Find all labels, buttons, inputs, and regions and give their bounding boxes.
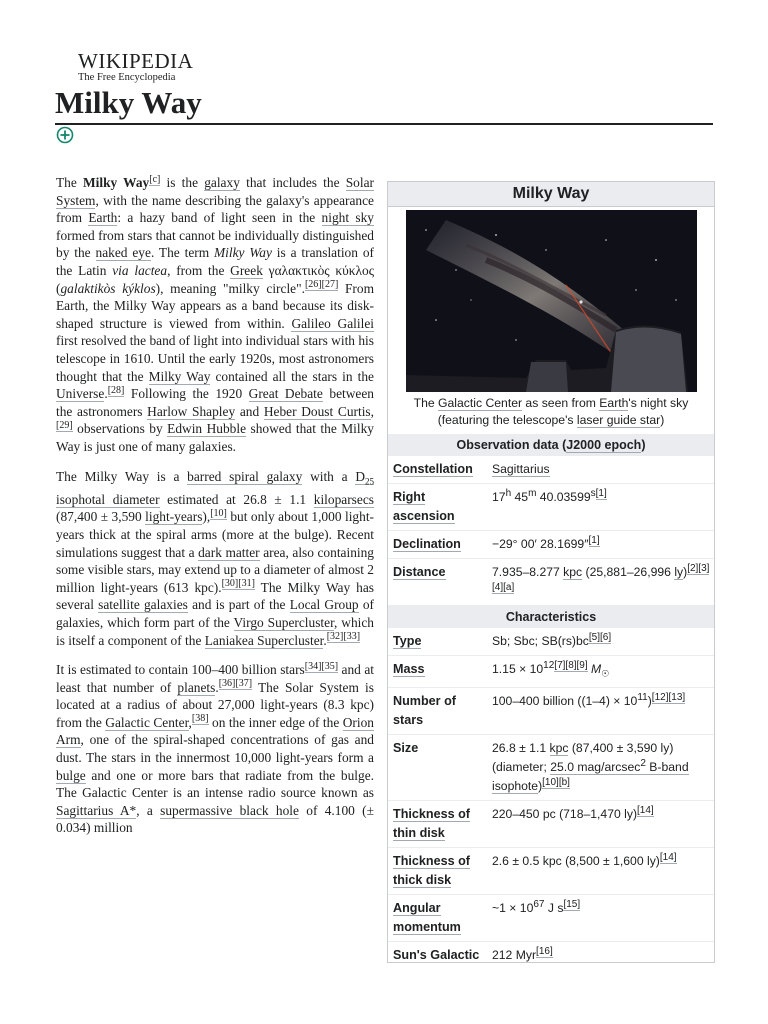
link-universe[interactable]: Universe (56, 386, 105, 402)
link-kpc[interactable]: kpc (549, 741, 569, 756)
citation[interactable]: [32] (326, 631, 344, 643)
label-thin-disk[interactable]: Thickness of thin disk (393, 807, 470, 841)
row-constellation (388, 456, 714, 484)
link-mag-arcsec[interactable]: 25.0 mag/arcsec$^2$ B-band isophote (492, 758, 689, 794)
link-naked-eye[interactable]: naked eye (95, 245, 151, 261)
link-smbh[interactable]: supermassive black hole (160, 802, 299, 818)
citation[interactable]: [37] (235, 678, 253, 690)
link-night-sky[interactable]: night sky (321, 210, 374, 226)
label-thick-disk[interactable]: Thickness of thick disk (393, 854, 470, 888)
link-laser-guide-star[interactable]: laser guide star (576, 413, 661, 427)
citation[interactable]: [14] (659, 852, 677, 864)
citation[interactable]: [10] (210, 507, 227, 519)
citation[interactable]: [2][3][4][a] (492, 562, 710, 593)
link-curtis[interactable]: Heber Doust Curtis (263, 403, 371, 419)
row-size: Size 26.8 ± 1.1 kpc (87,400 ± 3,590 ly) (diameter; 25.0 mag/arcsec$^2$ B-band isophote)[10][b] (388, 735, 714, 801)
row-sun-galactic: Sun's Galactic 212 Myr[16] (388, 942, 714, 963)
link-sagittarius[interactable]: Sagittarius (492, 462, 550, 476)
link-galileo[interactable]: Galileo Galilei (291, 315, 374, 331)
galactic-center-photo[interactable] (406, 210, 697, 392)
citation[interactable]: [29] (56, 419, 73, 431)
link-milky-way[interactable]: Milky Way (148, 368, 211, 384)
paragraph-1: The Milky Way[c] is the galaxy that includes the Solar System, with the name describing the galaxy's appearance from Earth: a hazy band of light seen in the night sky formed from stars that cannot be individually distinguished by the naked eye. The term Milky Way is a translation of the Latin via lactea, from the Greek γαλακτικὸς κύκλος (galaktikòs kýklos), meaning "milky circle".[26][27] From Earth, the Milky Way appears as a band because its disk-shaped structure is viewed from within. Galileo Galilei first resolved the band of light into individual stars with his telescope in 1610. Until the early 1920s, most astronomers thought that the Milky Way contained all the stars in the Universe.[28] Following the 1920 Great Debate between the astronomers Harlow Shapley and Heber Doust Curtis,[29] observations by Edwin Hubble showed that the Milky Way is just one of many galaxies. (56, 173, 375, 454)
row-right-ascension: Right ascension 17$^h$ 45$^m$ 40.03599$^{s[1]}$ (388, 484, 714, 531)
title-divider (55, 123, 713, 125)
link-orion-arm[interactable]: Orion Arm (56, 714, 374, 748)
link-earth[interactable]: Earth (599, 396, 629, 410)
label-size: Size (393, 741, 419, 756)
image-caption: The Galactic Center as seen from Earth's night sky (featuring the telescope's laser guide star) (413, 396, 689, 427)
section-characteristics: Characteristics (388, 606, 714, 628)
milky-way-image (406, 210, 697, 392)
row-angular-momentum: Angular momentum ~1 × $10^{67}$ J s[15] (388, 895, 714, 942)
link-ly[interactable]: ly (674, 565, 684, 579)
citation[interactable]: [34] (304, 660, 322, 672)
citation[interactable]: [7][8][9] (554, 659, 588, 671)
link-laniakea[interactable]: Laniakea Supercluster (204, 632, 324, 648)
paragraph-3: It is estimated to contain 100–400 billion stars[34][35] and at least that number of planets.[36][37] The Solar System is located at a radius of about 27,000 light-years (8.3 kpc) from the Galactic Center,[38] on the inner edge of the Orion Arm, one of the spiral-shaped concentrations of gas and dust. The stars in the innermost 10,000 light-years form a bulge and one or more bars that radiate from the bulge. The Galactic Center is an intense radio source known as Sagittarius A*, a supermassive black hole of 4.100 (± 0.034) million (56, 660, 374, 836)
logo-wordmark: WIKIPEDIA (78, 49, 194, 73)
label-number-of-stars: Number of stars (393, 694, 456, 728)
row-number-of-stars: Number of stars 100–400 billion $((1-4) \times 10^{11})[12][13]$ (388, 688, 714, 735)
label-declination[interactable]: Declination (393, 537, 461, 551)
link-dark-matter[interactable]: dark matter (198, 544, 260, 560)
link-shapley[interactable]: Harlow Shapley (147, 403, 236, 419)
label-sun-galactic[interactable]: Sun's Galactic (393, 948, 480, 963)
link-kpc[interactable]: kpc (563, 565, 583, 579)
citation[interactable]: [35] (321, 660, 339, 672)
label-right-ascension[interactable]: Right ascension (393, 490, 455, 523)
row-type: Type Sb; Sbc; SB(rs)bc[5][6] (388, 628, 714, 656)
link-virgo[interactable]: Virgo Supercluster (233, 614, 335, 630)
citation[interactable]: [15] (563, 899, 581, 911)
citation[interactable]: [16] (536, 946, 553, 958)
label-constellation[interactable]: Constellation (393, 462, 473, 476)
row-distance: Distance 7.935–8.277 kpc (25,881–26,996 ly)[2][3][4][a] (388, 559, 714, 606)
citation[interactable]: [36] (218, 678, 236, 690)
label-mass[interactable]: Mass (393, 662, 425, 676)
link-galaxy[interactable]: galaxy (204, 175, 240, 190)
page-title: Milky Way (55, 85, 202, 120)
citation[interactable]: [28] (107, 384, 125, 396)
link-galactic-center[interactable]: Galactic Center (438, 396, 523, 410)
link-kiloparsecs[interactable]: kiloparsecs (313, 491, 374, 507)
infobox (387, 181, 715, 963)
link-bulge[interactable]: bulge (56, 767, 86, 783)
link-j2000[interactable]: J2000 epoch (566, 438, 642, 452)
link-light-years[interactable]: light-years (145, 509, 203, 525)
logo-tagline: The Free Encyclopedia (78, 72, 176, 83)
link-planets[interactable]: planets (177, 679, 216, 695)
citation[interactable]: [c] (149, 173, 161, 185)
link-earth[interactable]: Earth (88, 210, 118, 226)
article-body (56, 174, 374, 849)
link-greek[interactable]: Greek (230, 262, 263, 278)
citation[interactable]: [1] (588, 534, 600, 546)
label-angular-momentum[interactable]: Angular momentum (393, 901, 461, 935)
citation[interactable]: [12][13] (651, 692, 686, 704)
row-declination: Declination −29° 00′ 28.1699″[1] (388, 531, 714, 559)
citation[interactable]: [1] (595, 487, 607, 499)
label-distance[interactable]: Distance (393, 565, 446, 579)
paragraph-2: The Milky Way is a barred spiral galaxy with a $D_{25}$ isophotal diameter estimated at 26.8 ± 1.1 kiloparsecs (87,400 ± 3,590 light-years),[10] but only about 1,000 light-years thick at the spiral arms (more at the bulge). Recent simulations suggest that a dark matter area, also containing some visible stars, may extend up to a diameter of almost 2 million light-years (613 kpc).[30][31] The Milky Way has several satellite galaxies and is part of the Local Group of galaxies, which form part of the Virgo Supercluster, which is itself a component of the Laniakea Supercluster.[32][33] (56, 468, 375, 648)
citation[interactable]: [10][b] (542, 777, 570, 789)
link-sagittarius-a[interactable]: Sagittarius A* (56, 802, 137, 818)
link-hubble[interactable]: Edwin Hubble (167, 421, 247, 437)
wikipedia-logo[interactable] (78, 50, 198, 84)
link-solar-system[interactable]: Solar System (56, 175, 374, 208)
citation[interactable]: [5][6] (588, 631, 612, 643)
section-observation-data: Observation data (J2000 epoch) (388, 434, 714, 456)
citation[interactable]: [38] (191, 713, 209, 725)
link-satellite-galaxies[interactable]: satellite galaxies (98, 597, 188, 613)
link-local-group[interactable]: Local Group (289, 597, 359, 613)
citation[interactable]: [31] (238, 578, 255, 590)
infobox-title: Milky Way (388, 182, 714, 207)
link-great-debate[interactable]: Great Debate (248, 386, 323, 402)
bold-term: Milky Way (83, 175, 150, 190)
link-galactic-center[interactable]: Galactic Center (105, 714, 189, 730)
citation[interactable]: [27] (321, 279, 339, 291)
row-mass: Mass 1.15 × 10$^{12[7][8][9]}$ $M_☉$ (388, 656, 714, 688)
plus-circle-icon[interactable] (56, 126, 74, 144)
citation[interactable]: [33] (343, 631, 361, 643)
row-thin-disk: Thickness of thin disk 220–450 pc (718–1,470 ly)[14] (388, 801, 714, 848)
citation[interactable]: [30] (221, 578, 239, 590)
link-myr[interactable]: Myr (515, 948, 537, 963)
link-barred-spiral[interactable]: barred spiral galaxy (187, 468, 303, 484)
citation[interactable]: [26] (304, 279, 322, 291)
label-type[interactable]: Type (393, 634, 422, 648)
row-thick-disk: Thickness of thick disk 2.6 ± 0.5 kpc (8,500 ± 1,600 ly)[14] (388, 848, 714, 895)
citation[interactable]: [14] (637, 805, 654, 817)
link-d25[interactable]: $D_{25}$ isophotal diameter (56, 468, 374, 507)
